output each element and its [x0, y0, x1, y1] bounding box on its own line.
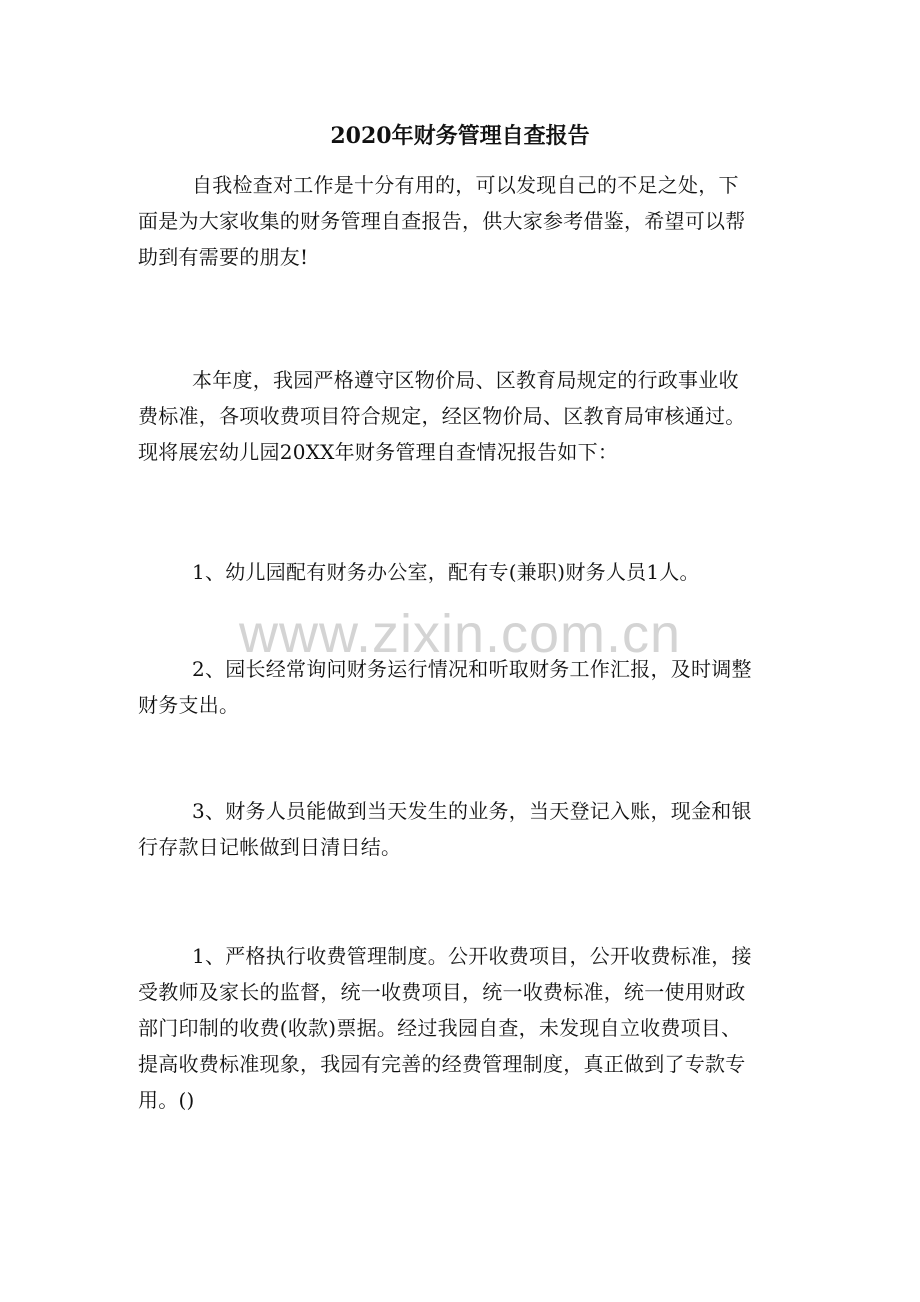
paragraph-line: 1、幼儿园配有财务办公室，配有专(兼职)财务人员1人。 — [192, 560, 700, 584]
paragraph-line: 行存款日记帐做到日清日结。 — [138, 835, 402, 859]
paragraph-line: 财务支出。 — [138, 693, 240, 717]
document-title: 2020年财务管理自查报告 — [330, 123, 590, 149]
paragraph-line: 面是为大家收集的财务管理自查报告，供大家参考借鉴，希望可以帮 — [138, 209, 746, 233]
paragraph-line: 3、财务人员能做到当天发生的业务，当天登记入账，现金和银 — [192, 799, 752, 823]
paragraph-line: 助到有需要的朋友! — [138, 245, 309, 269]
paragraph-item-1 — [138, 554, 798, 590]
paragraph-line: 受教师及家长的监督，统一收费项目，统一收费标准，统一使用财政 — [138, 980, 746, 1004]
paragraph-line: 部门印制的收费(收款)票据。经过我园自查，未发现自立收费项目、 — [138, 1016, 742, 1040]
paragraph-fee-management — [138, 938, 798, 1118]
paragraph-overview — [138, 362, 798, 470]
paragraph-line: 费标准，各项收费项目符合规定，经区物价局、区教育局审核通过。 — [138, 404, 746, 428]
paragraph-line: 2、园长经常询问财务运行情况和听取财务工作汇报，及时调整 — [192, 657, 752, 681]
paragraph-line: 本年度，我园严格遵守区物价局、区教育局规定的行政事业收 — [192, 368, 739, 392]
paragraph-line: 现将展宏幼儿园20XX年财务管理自查情况报告如下： — [138, 440, 619, 464]
watermark: www.zixin.com.cn — [238, 604, 682, 664]
paragraph-intro — [138, 167, 798, 275]
paragraph-line: 用。() — [138, 1088, 195, 1112]
paragraph-line: 1、严格执行收费管理制度。公开收费项目，公开收费标准，接 — [192, 944, 752, 968]
paragraph-item-3 — [138, 793, 798, 865]
paragraph-line: 自我检查对工作是十分有用的，可以发现自己的不足之处，下 — [192, 173, 739, 197]
paragraph-line: 提高收费标准现象，我园有完善的经费管理制度，真正做到了专款专 — [138, 1052, 746, 1076]
